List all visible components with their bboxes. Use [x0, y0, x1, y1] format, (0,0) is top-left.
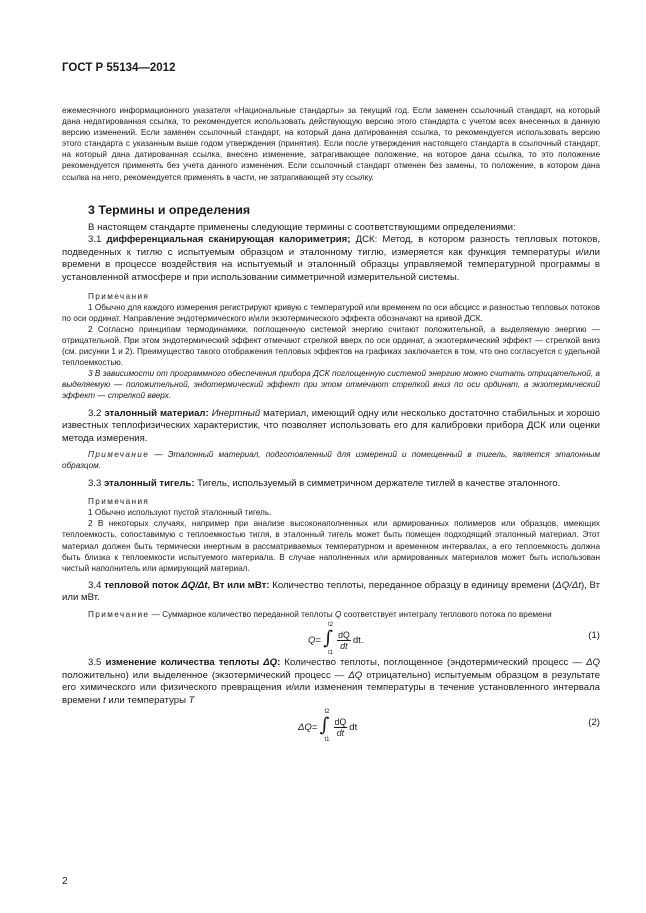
term-definition-h: T — [188, 694, 195, 706]
term-number: 3.2 — [88, 407, 102, 419]
term-name: эталонный материал: — [104, 407, 209, 419]
integral-lower-limit: t1 — [328, 650, 334, 657]
term-emphasis: Инертный — [211, 407, 261, 419]
term-3-1 — [62, 234, 600, 284]
formula-equals: = — [311, 721, 318, 733]
term-number: 3.4 — [88, 579, 102, 591]
term-definition-c: положительно) или выделенное (экзотермический процесс — — [62, 669, 349, 681]
term-number: 3.3 — [88, 477, 102, 489]
term-name-a: тепловой поток — [104, 579, 182, 591]
note-3-1-2: 2 Согласно принципам термодинамики, поглощенную системой энергию считают положительной, а выделяемую энергию — отрицательной. При этом эндотермический эффект отмечают стрелкой вверх по оси ординат, а экзотермический эффект — стрелкой вниз (см. рисунки 1 и 2). Преимущество такого отображения тепловых эффектов на графиках заключается в том, что оно согласуется с удельной теплоемкостью. — [62, 324, 600, 368]
term-definition-b: ΔQ/Δt — [555, 579, 581, 591]
note-3-1-3: 3 В зависимости от программного обеспечения прибора ДСК поглощенную системой энергию можно считать отрицательной, а выделяемую — положительной, эндотермический эффект при этом отмечают стрелкой вниз по оси ординат, а экзотермический эффект — стрелкой вверх. — [62, 369, 600, 401]
intro-paragraph: ежемесячного информационного указателя «Национальные стандарты» за текущий год. Если заменен ссылочный стандарт, на который дана недатированная ссылка, то рекомендуется использовать действующую версию этого стандарта с учетом всех внесенных в данную версию изменений. Если заменен ссылочный стандарт, на который дана датированная ссылка, то рекомендуется использовать версию этого стандарта с указанным выше годом утверждения (принятия). Если после утверждения настоящего стандарта в ссылочный стандарт, на который дана датированная ссылка, внесено изменение, затрагивающее положение, на которое дана ссылка, то это положение рекомендуется применять без учета данного изменения. Если ссылочный стандарт отменен без замены, то положение, в котором дана ссылка на него, рекомендуется применять в части, не затрагивающей эту ссылку. — [62, 106, 600, 182]
term-name-c: : — [277, 657, 281, 669]
section-lead: В настоящем стандарте применены следующие термины с соответствующими определениями: — [88, 221, 516, 233]
term-name-b: ΔQ — [263, 657, 278, 669]
term-definition: ДСК: Метод, в котором разность тепловых потоков, подведенных к тиглю с испытуемым образцом и эталонному тиглю, измеряется как функция температуры и/или времени в процессе воздействия на испытуемый и эталонный образцы управляемой температурной программы в установленной атмосфере и при использовании симметричной измерительной системы. — [62, 234, 601, 284]
term-3-5 — [62, 657, 600, 707]
formula-lhs: ΔQ — [298, 721, 312, 733]
term-name-a: изменение количества теплоты — [105, 657, 264, 669]
document-body — [62, 105, 601, 744]
term-definition-b: ΔQ — [586, 657, 601, 669]
formula-1 — [62, 620, 600, 657]
term-number: 3.1 — [88, 234, 102, 246]
fraction-denominator: dt — [336, 727, 345, 738]
formula-tail: dt — [349, 721, 358, 733]
term-definition: Тигель, используемый в симметричном держателе тиглей в качестве эталонного. — [194, 477, 561, 489]
fraction-numerator: dQ — [334, 716, 347, 727]
term-definition-e: отрицательно) испытуемым образцом в результате его химического или физического превращения и/или изменения температуры в течение установленного интервала времени — [62, 669, 601, 706]
formula-fraction — [334, 717, 348, 738]
fraction-numerator: dQ — [338, 629, 350, 640]
term-definition-g: или температуры — [105, 694, 189, 706]
formula-fraction — [337, 630, 351, 651]
term-name: дифференциальная сканирующая калориметрия; — [106, 234, 351, 246]
integral-sign: ∫ t2 t1 — [319, 709, 330, 744]
note-text: — Эталонный материал, подготовленный для измерений и помещенный в тигель, является эталонным образцом. — [62, 450, 600, 471]
term-definition: материал, имеющий одну или несколько достаточно стабильных и хорошо известных теплофизических характеристик, что позволяет использовать его для калибровки прибора ДСК или оценки метода измерения. — [62, 407, 600, 444]
integral-sign: ∫ t2 t1 — [323, 622, 334, 657]
section-heading: 3 Термины и определения — [88, 202, 251, 217]
page-number: 2 — [62, 876, 68, 887]
note-label: Примечание — [88, 450, 150, 460]
note-3-1-1: 1 Обычно для каждого измерения регистрируют кривую с температурой или временем по оси абсцисс и разностью тепловых потоков по оси ординат. Направление эндотермического и/или экзотермического эффекта обозначают на кривой ДСК. — [62, 302, 600, 323]
formula-2 — [62, 707, 600, 744]
integral-upper-limit: t2 — [324, 709, 330, 716]
document-header: ГОСТ Р 55134—2012 — [62, 62, 176, 74]
term-definition-a: Количество теплоты, переданное образцу в единицу времени ( — [269, 579, 556, 591]
note-text-a: — Суммарное количество переданной теплоты — [149, 609, 335, 619]
formula-tail: dt. — [352, 634, 364, 646]
formula-number: (1) — [588, 630, 600, 642]
formula-expression — [308, 622, 364, 657]
term-3-3 — [62, 478, 600, 491]
term-name: эталонный тигель: — [104, 477, 195, 489]
note-3-4 — [62, 609, 600, 620]
term-name-b: ΔQ/Δt — [181, 579, 208, 591]
formula-equals: = — [315, 634, 322, 646]
integral-lower-limit: t1 — [324, 737, 330, 744]
note-text-c: соответствует интегралу теплового потока по времени — [341, 609, 552, 619]
term-definition-c: ), Вт или мВт. — [62, 579, 600, 604]
term-3-4 — [62, 580, 600, 605]
formula-number: (2) — [588, 717, 600, 729]
formula-lhs: Q — [308, 634, 316, 646]
note-3-3-2: 2 В некоторых случаях, например при анализе высоконаполненных или армированных полимеров или образцов, имеющих теплоемкость, сопоставимую с теплоемкостью тигля, в эталонный тигель может быть помещен подходящий эталонный материал. Этот материал должен быть термически инертным в рассматриваемых температурном и временном интервалах, а его теплоемкость должна быть близка к теплоемкости испытуемого материала. В случае наполненных или армированных материалов может быть использован чистый наполнитель или армирующий материал. — [62, 519, 600, 573]
term-definition-a: Количество теплоты, поглощенное (эндотермический процесс — — [280, 657, 587, 669]
term-3-2 — [62, 408, 600, 446]
term-name-c: , Вт или мВт: — [207, 579, 270, 591]
notes-label: Примечания — [88, 291, 150, 301]
term-definition-f: t — [103, 694, 106, 706]
integral-upper-limit: t2 — [328, 622, 334, 629]
notes-label: Примечания — [88, 497, 150, 507]
term-definition-d: ΔQ — [348, 669, 363, 681]
note-3-2 — [62, 449, 600, 471]
term-number: 3.5 — [88, 657, 102, 669]
note-text-b: Q — [334, 609, 342, 619]
note-label: Примечание — [88, 609, 150, 619]
formula-expression — [298, 709, 358, 744]
note-3-3-1: 1 Обычно используют пустой эталонный тигель. — [88, 508, 272, 518]
fraction-denominator: dt — [340, 640, 348, 651]
